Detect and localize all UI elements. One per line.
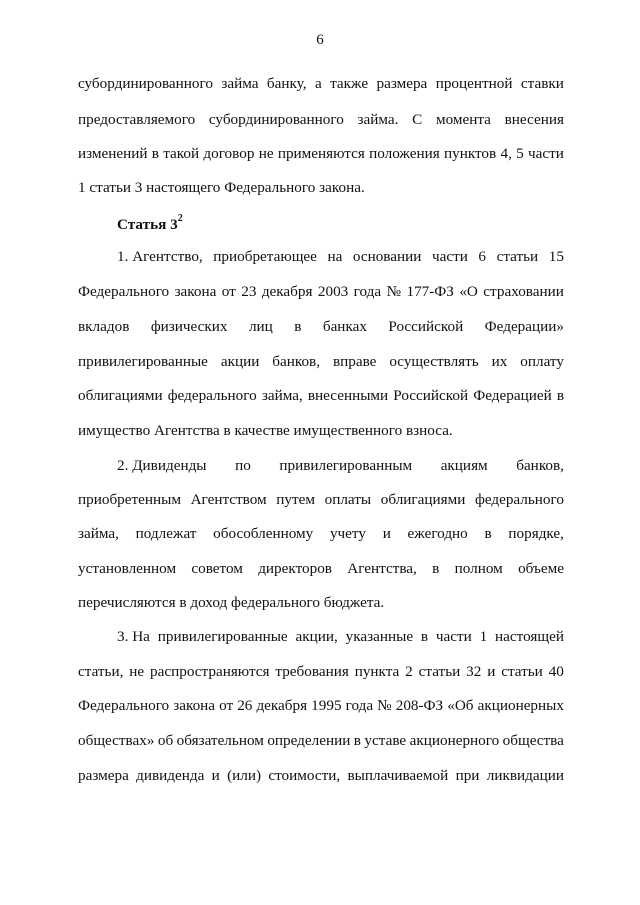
text-line: Федерального закона от 26 декабря 1995 года № 208-ФЗ «Об акционерных: [78, 697, 564, 714]
text-line: вкладов физических лиц в банках Российской Федерации»: [78, 318, 564, 335]
text-line: имущество Агентства в качестве имущественного взноса.: [78, 422, 453, 439]
article-title-superscript: 2: [177, 213, 183, 224]
text-line: статьи, не распространяются требования пункта 2 статьи 32 и статьи 40: [78, 663, 564, 680]
text-line: 3. На привилегированные акции, указанные в части 1 настоящей: [117, 628, 564, 645]
text-line: изменений в такой договор не применяются положения пунктов 4, 5 части: [78, 145, 564, 162]
text-line: привилегированные акции банков, вправе осуществлять их оплату: [78, 353, 564, 370]
text-line: субординированного займа банку, а также размера процентной ставки: [78, 75, 564, 92]
article-title: Статья 3: [117, 216, 178, 234]
text-line: предоставляемого субординированного займа. С момента внесения: [78, 111, 564, 128]
text-line: 1. Агентство, приобретающее на основании части 6 статьи 15: [117, 248, 564, 265]
text-line: 1 статьи 3 настоящего Федерального закона.: [78, 179, 365, 196]
text-line: перечисляются в доход федерального бюджета.: [78, 594, 385, 611]
text-line: 2. Дивиденды по привилегированным акциям банков,: [117, 457, 564, 474]
page-number: 6: [316, 32, 324, 48]
text-line: Федерального закона от 23 декабря 2003 года № 177-ФЗ «О страховании: [78, 283, 564, 300]
text-line: облигациями федерального займа, внесенными Российской Федерацией в: [78, 387, 564, 404]
text-line: установленном советом директоров Агентства, в полном объеме: [78, 560, 564, 577]
text-line: обществах» об обязательном определении в уставе акционерного общества: [78, 732, 564, 749]
article-heading: [117, 212, 183, 234]
text-line: займа, подлежат обособленному учету и ежегодно в порядке,: [78, 525, 564, 542]
text-line: приобретенным Агентством путем оплаты облигациями федерального: [78, 491, 564, 508]
text-line: размера дивиденда и (или) стоимости, выплачиваемой при ликвидации: [78, 767, 564, 784]
